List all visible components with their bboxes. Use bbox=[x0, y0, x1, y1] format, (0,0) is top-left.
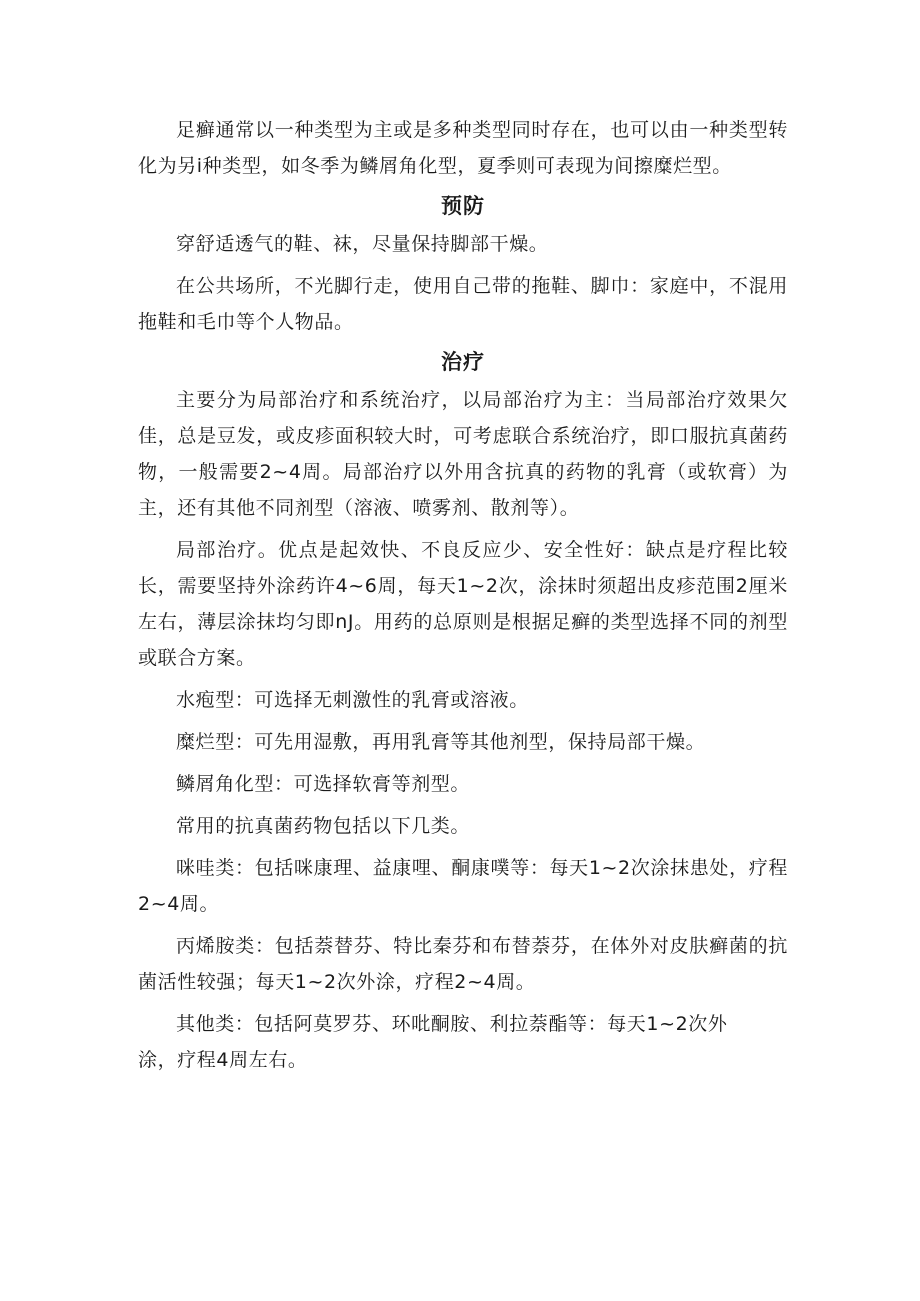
prevention-paragraph-1: 穿舒适透气的鞋、袜，尽量保持脚部干燥。 bbox=[176, 233, 549, 255]
treatment-paragraph-2: 局部治疗。优点是起效快、不良反应少、安全性好：缺点是疗程比较长，需要坚持外涂药许4~6周，每天1~2次，涂抹时须超出皮疹范围2厘米左右，薄层涂抹均匀即nJ。用药的总原则是根据足癣的类型选择不同的剂型或联合方案。 bbox=[138, 539, 788, 669]
treatment-paragraph-7: 咪哇类：包括咪康理、益康哩、酮康噗等：每天1~2次涂抹患处，疗程2~4周。 bbox=[138, 857, 788, 915]
treatment-paragraph-3: 水疱型：可选择无刺激性的乳膏或溶液。 bbox=[176, 689, 529, 711]
document-page bbox=[138, 112, 788, 1078]
treatment-heading: 治疗 bbox=[441, 350, 485, 374]
prevention-paragraph-2: 在公共场所，不光脚行走，使用自己带的拖鞋、脚巾：家庭中，不混用拖鞋和毛巾等个人物品。 bbox=[138, 275, 788, 333]
treatment-paragraph-5: 鳞屑角化型：可选择软膏等剂型。 bbox=[176, 773, 471, 795]
treatment-paragraph-6: 常用的抗真菌药物包括以下几类。 bbox=[176, 815, 471, 837]
prevention-heading: 预防 bbox=[441, 194, 485, 218]
treatment-paragraph-1: 主要分为局部治疗和系统治疗，以局部治疗为主：当局部治疗效果欠佳，总是豆发，或皮疹面积较大时，可考虑联合系统治疗，即口服抗真菌药物，一般需要2~4周。局部治疗以外用含抗真的药物的乳膏（或软膏）为主，还有其他不同剂型（溶液、喷雾剂、散剂等）。 bbox=[138, 389, 788, 519]
intro-paragraph: 足癣通常以一种类型为主或是多种类型同时存在，也可以由一种类型转化为另i种类型，如冬季为鳞屑角化型，夏季则可表现为间擦糜烂型。 bbox=[138, 119, 788, 177]
treatment-paragraph-8: 丙烯胺类：包括萘替芬、特比秦芬和布替萘芬，在体外对皮肤癣菌的抗菌活性较强；每天1~2次外涂，疗程2~4周。 bbox=[138, 935, 788, 993]
treatment-paragraph-9: 其他类：包括阿莫罗芬、环吡酮胺、利拉萘酯等：每天1~2次外涂，疗程4周左右。 bbox=[138, 1013, 728, 1071]
treatment-paragraph-4: 糜烂型：可先用湿敷，再用乳膏等其他剂型，保持局部干燥。 bbox=[176, 731, 706, 753]
